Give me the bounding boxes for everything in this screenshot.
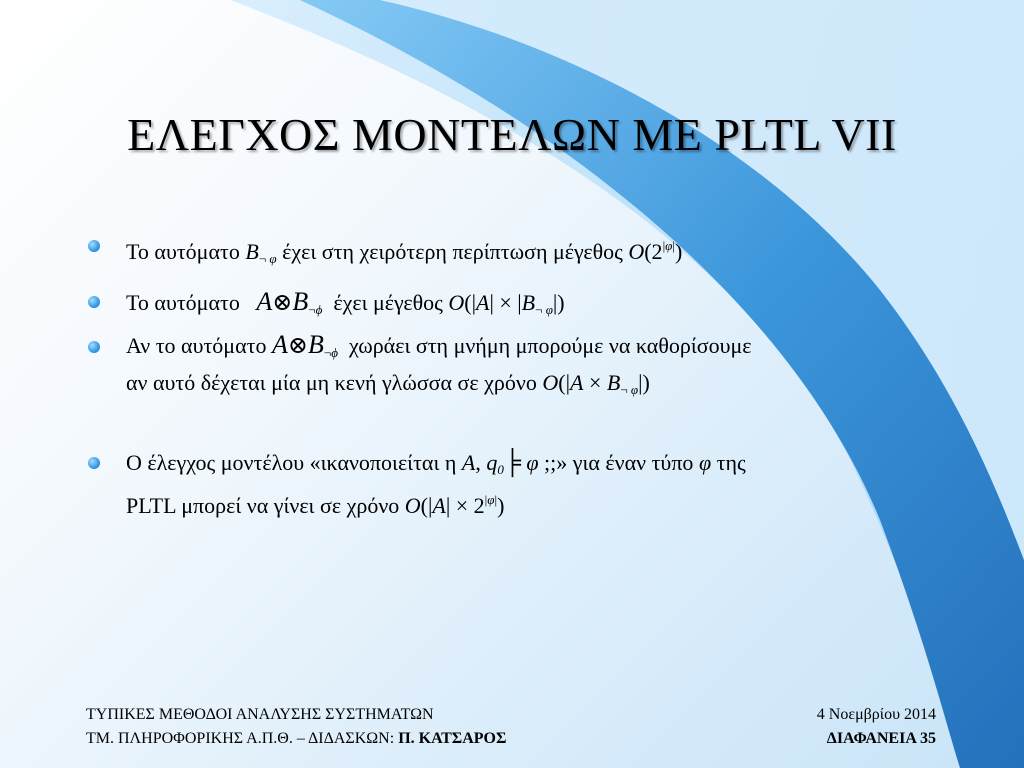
bullet-text: Το αυτόματο $B_{\neg \varphi}$ έχει στη χειρότερη περίπτωση μέγεθος $O(2^{|\varphi|})$ (126, 238, 683, 266)
bullet-item (90, 448, 970, 518)
bullet-dot-icon (88, 240, 100, 252)
footer-course-title: ΤΥΠΙΚΕΣ ΜΕΘΟΔΟΙ ΑΝΑΛΥΣΗΣ ΣΥΣΤΗΜΑΤΩΝ (86, 706, 434, 723)
footer-slide-number: ΔΙΑΦΑΝΕΙΑ 35 (826, 730, 936, 747)
bullet-item (90, 330, 970, 397)
footer-department: ΤΜ. ΠΛΗΡΟΦΟΡΙΚΗΣ Α.Π.Θ. – ΔΙΔΑΣΚΩΝ: Π. ΚΑΤΣΑΡΟΣ (86, 730, 507, 747)
bullet-text: Αν το αυτόματο $A\otimes B_{\neg\phi}$ χωράει στη μνήμη μπορούμε να καθορίσουμε αν αυτό δέχεται μία μη κενή γλώσσα σε χρόνο $O(|A \times B_{\neg \varphi}|)$ (126, 330, 752, 397)
bullet-dot-icon (88, 341, 100, 353)
bullet-dot-icon (88, 296, 100, 308)
slide-title: ΕΛΕΓΧΟΣ ΜΟΝΤΕΛΩΝ ΜΕ PLTL VII (127, 109, 897, 160)
bullet-text: Ο έλεγχος μοντέλου «ικανοποιείται η A, $q_0╞$ φ ;;» για έναν τύπο φ της PLTL μπορεί να γίνει σε χρόνο $O(|A| \times 2^{|\varphi|})$ (126, 450, 746, 518)
bullet-item (90, 231, 970, 266)
bullet-text: Το αυτόματο $A\otimes B_{\neg\phi}$ έχει μέγεθος $O(|A| \times |B_{\neg \varphi}|)$ (126, 287, 565, 317)
bullet-item (90, 287, 970, 321)
footer-date: 4 Νοεμβρίου 2014 (816, 706, 936, 723)
bullet-dot-icon (88, 457, 100, 469)
